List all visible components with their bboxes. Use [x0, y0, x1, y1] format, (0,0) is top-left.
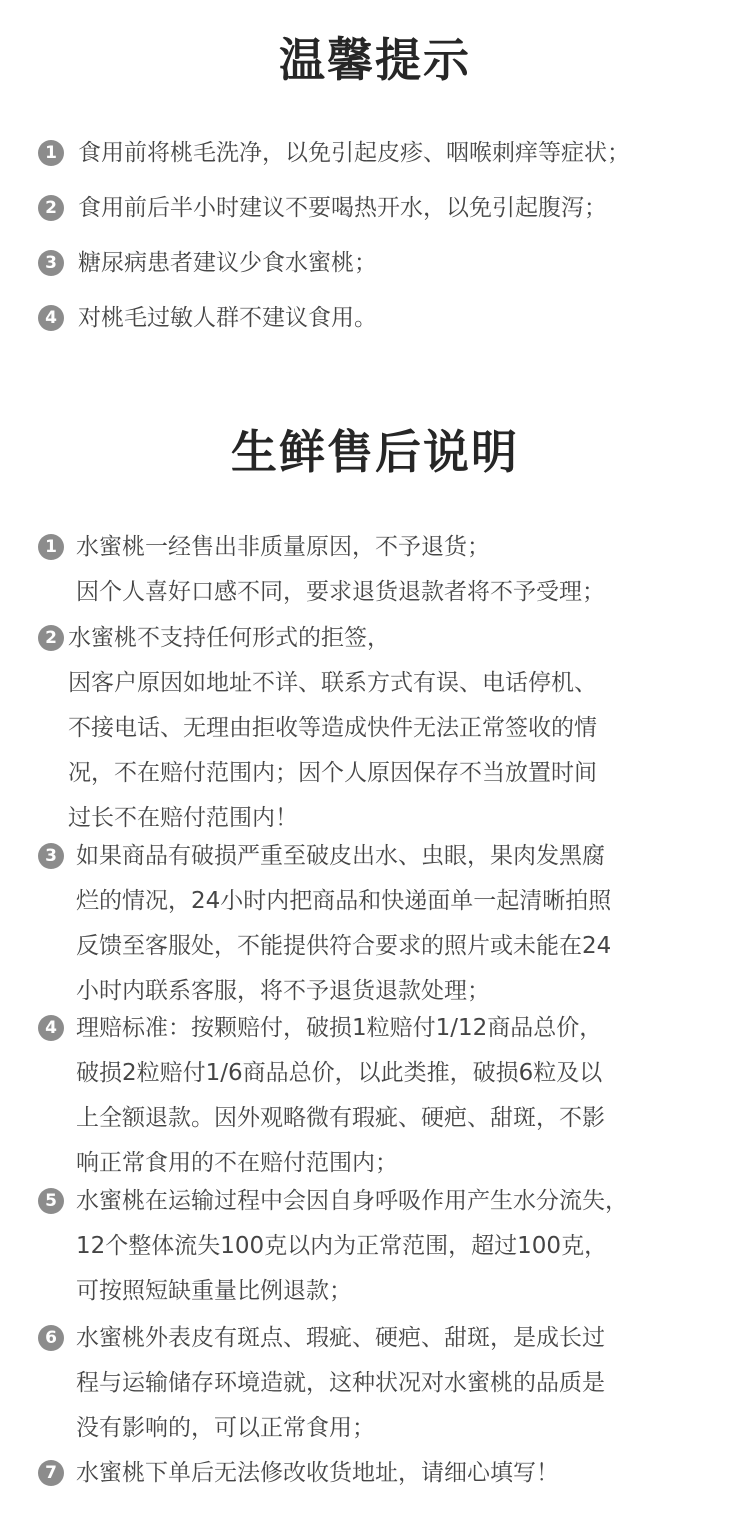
number-badge-icon: 1	[38, 534, 64, 560]
text-line: 可按照短缺重量比例退款；	[76, 1278, 352, 1304]
text-line: 上全额退款。因外观略微有瑕疵、硬疤、甜斑，不影	[76, 1105, 605, 1131]
text-line: 烂的情况，24小时内把商品和快递面单一起清晰拍照	[76, 888, 612, 914]
number-badge-icon: 7	[38, 1460, 64, 1486]
number-badge-icon: 3	[38, 250, 64, 276]
aftersale-text	[76, 834, 611, 1014]
number-badge-icon: 2	[38, 625, 64, 651]
tip-text: 糖尿病患者建议少食水蜜桃；	[78, 250, 377, 276]
text-line: 响正常食用的不在赔付范围内；	[76, 1150, 398, 1176]
tip-text: 食用前将桃毛洗净，以免引起皮疹、咽喉刺痒等症状；	[78, 140, 630, 166]
number-badge-icon: 1	[38, 140, 64, 166]
text-line: 水蜜桃下单后无法修改收货地址，请细心填写！	[76, 1460, 559, 1486]
aftersale-text	[76, 1451, 559, 1496]
text-line: 因个人喜好口感不同，要求退货退款者将不予受理；	[76, 579, 605, 605]
text-line: 反馈至客服处，不能提供符合要求的照片或未能在24	[76, 933, 612, 959]
aftersale-text	[76, 1179, 628, 1314]
text-line: 12个整体流失100克以内为正常范围，超过100克，	[76, 1233, 608, 1259]
text-line: 理赔标准：按颗赔付，破损1粒赔付1/12商品总价，	[76, 1015, 603, 1041]
aftersale-text	[76, 1006, 605, 1186]
text-line: 水蜜桃一经售出非质量原因，不予退货；	[76, 534, 490, 560]
text-line: 水蜜桃外表皮有斑点、瑕疵、硬疤、甜斑，是成长过	[76, 1325, 605, 1351]
aftersale-text	[68, 616, 597, 841]
text-line: 破损2粒赔付1/6商品总价，以此类推，破损6粒及以	[76, 1060, 603, 1086]
number-badge-icon: 4	[38, 1015, 64, 1041]
text-line: 程与运输储存环境造就，这种状况对水蜜桃的品质是	[76, 1370, 605, 1396]
text-line: 况，不在赔付范围内；因个人原因保存不当放置时间	[68, 760, 597, 786]
tips-title: 温馨提示	[279, 33, 471, 87]
number-badge-icon: 2	[38, 195, 64, 221]
tip-text: 食用前后半小时建议不要喝热开水，以免引起腹泻；	[78, 195, 607, 221]
number-badge-icon: 5	[38, 1188, 64, 1214]
tip-text: 对桃毛过敏人群不建议食用。	[78, 305, 377, 331]
text-line: 不接电话、无理由拒收等造成快件无法正常签收的情	[68, 715, 597, 741]
text-line: 没有影响的，可以正常食用；	[76, 1415, 375, 1441]
text-line: 水蜜桃不支持任何形式的拒签，	[68, 625, 390, 651]
aftersale-text	[76, 525, 605, 615]
text-line: 水蜜桃在运输过程中会因自身呼吸作用产生水分流失，	[76, 1188, 628, 1214]
aftersale-text	[76, 1316, 605, 1451]
text-line: 小时内联系客服，将不予退货退款处理；	[76, 978, 490, 1004]
number-badge-icon: 6	[38, 1325, 64, 1351]
number-badge-icon: 3	[38, 843, 64, 869]
text-line: 因客户原因如地址不详、联系方式有误、电话停机、	[68, 670, 597, 696]
text-line: 如果商品有破损严重至破皮出水、虫眼，果肉发黑腐	[76, 843, 605, 869]
number-badge-icon: 4	[38, 305, 64, 331]
aftersale-title: 生鲜售后说明	[231, 425, 519, 479]
text-line: 过长不在赔付范围内！	[68, 805, 298, 831]
